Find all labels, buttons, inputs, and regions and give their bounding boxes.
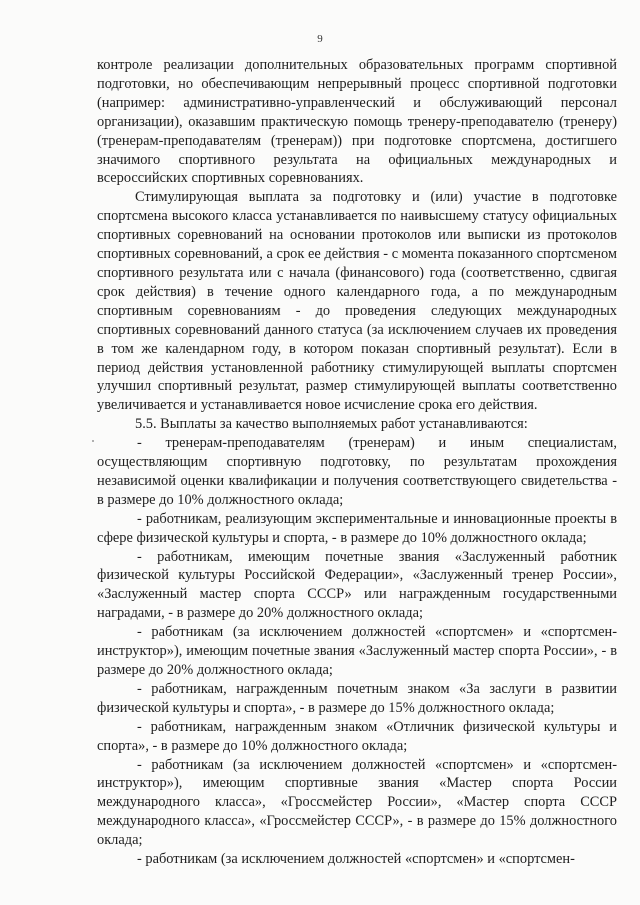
- section-heading-5-5: 5.5. Выплаты за качество выполняемых работ устанавливаются:: [135, 416, 528, 433]
- paragraph-stimulating-payment: Стимулирующая выплата за подготовку и (или) участие в подготовке спортсмена высокого класса устанавливается по наивысшему статусу официальных спортивных соревнований на основании протоколов или выписки из протоколов спортивных соревнований, а срок ее действия - с момента показанного спортсменом спортивного результата или с начала (финансового) года (соответственно, сдвигая срок действия) в течение одного календарного года, а по международным спортивным соревнованиям - до проведения следующих международных спортивных соревнований данного статуса (за исключением случаев их проведения в том же календарном году, в котором показан спортивный результат). Если в период действия установленной работнику стимулирующей выплаты спортсмен улучшил спортивный результат, размер стимулирующей выплаты соответственно увеличивается и устанавливается новое исчисление срока его действия.: [97, 189, 617, 414]
- list-item-merit-badge: - работникам, награжденным почетным знаком «За заслуги в развитии физической культуры и спорта», - в размере до 15% должностного оклада;: [97, 680, 617, 716]
- list-item-master-of-sport-russia: - работникам (за исключением должностей «спортсмен» и «спортсмен-инструктор»), имеющим почетные звания «Заслуженный мастер спорта России», - в размере до 20% должностного оклада;: [97, 624, 617, 678]
- paragraph-continuation: контроле реализации дополнительных образовательных программ спортивной подготовки, но обеспечивающим непрерывный процесс спортивной подготовки (например: административно-управленческий и обслуживающий персонал организации), оказавшим практическую помощь тренеру-преподавателю (тренеру) (тренерам-преподавателям (тренерам)) при подготовке спортсмена, достигшего значимого спортивного результата на официальных международных и всероссийских спортивных соревнованиях.: [97, 57, 617, 187]
- list-item-truncated: - работникам (за исключением должностей «спортсмен» и «спортсмен-: [137, 851, 575, 868]
- list-item-innovative-projects: - работникам, реализующим экспериментальные и инновационные проекты в сфере физической культуры и спорта, - в размере до 10% должностного оклада;: [97, 510, 617, 546]
- scan-speck: [92, 440, 94, 442]
- list-item-coaches: - тренерам-преподавателям (тренерам) и иным специалистам, осуществляющим спортивную подготовку, по результатам прохождения независимой оценки квалификации и получения соответствующего свидетельства - в размере до 10% должностного оклада;: [97, 435, 617, 508]
- list-item-honorary-titles: - работникам, имеющим почетные звания «Заслуженный работник физической культуры Российской Федерации», «Заслуженный тренер России», «Заслуженный мастер спорта СССР» или награжденным государственными наградами, - в размере до 20% должностного оклада;: [97, 548, 617, 622]
- page-number: 9: [317, 33, 323, 45]
- document-body: [97, 56, 617, 869]
- list-item-international-class: - работникам (за исключением должностей «спортсмен» и «спортсмен-инструктор»), имеющим спортивные звания «Мастер спорта России международного класса», «Гроссмейстер России», «Мастер спорта СССР международного класса», «Гроссмейстер СССР», - в размере до 15% должностного оклада;: [97, 756, 617, 849]
- list-item-excellence-badge: - работникам, награжденным знаком «Отличник физической культуры и спорта», - в размере до 10% должностного оклада;: [97, 718, 617, 754]
